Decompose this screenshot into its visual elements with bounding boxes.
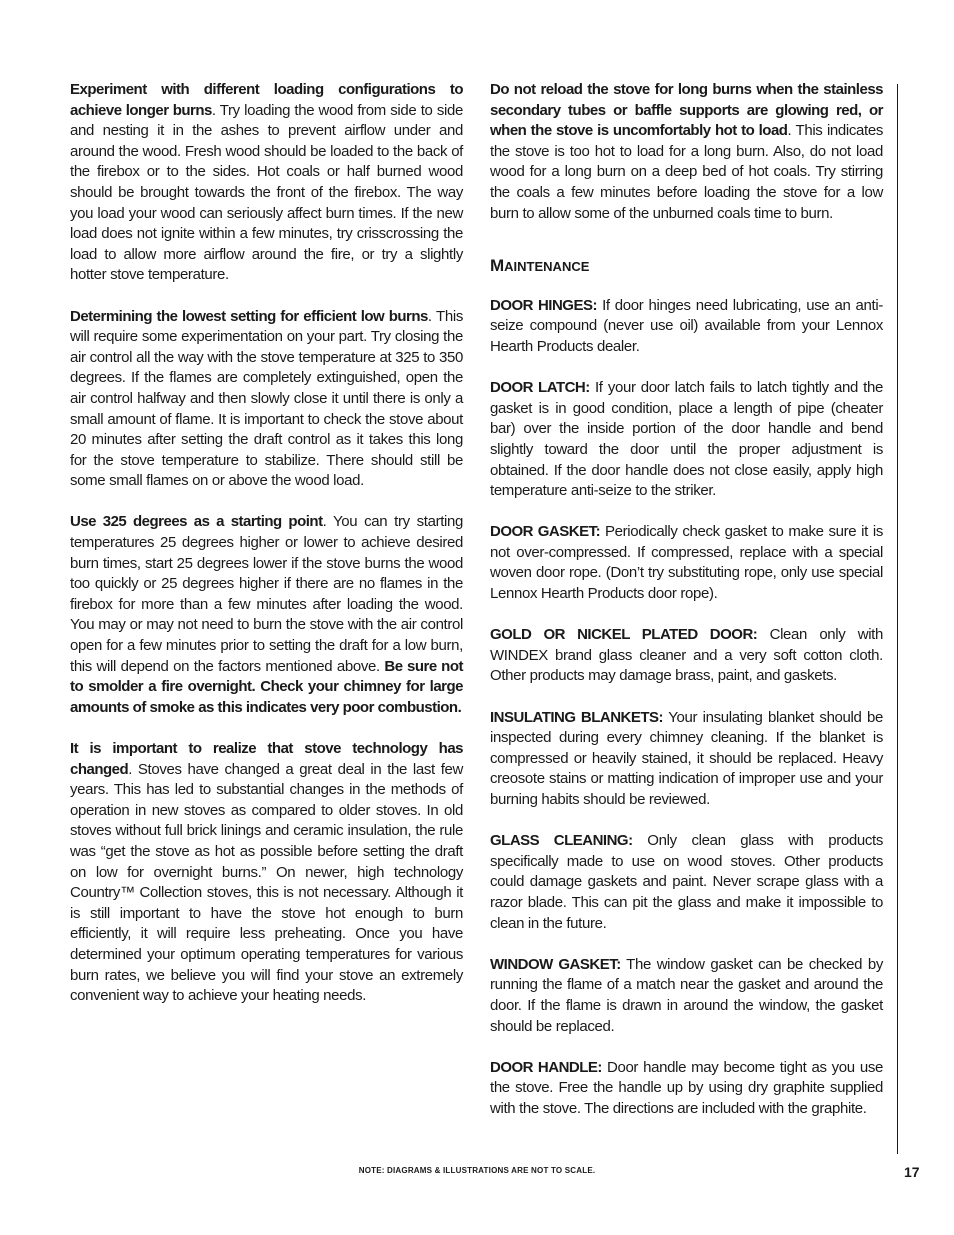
- paragraph-warning: Be sure not to smolder a fire overnight. Check your chimney for large amounts of smoke as this indicates very poor combustion.: [70, 657, 463, 716]
- item-label: DOOR GASKET:: [490, 523, 601, 541]
- heading-rest: AINTENANCE: [504, 259, 590, 275]
- item-body: Only clean glass with products specifically made to use on wood stoves. Other products could damage gaskets and paint. Never scrape glass with a razor blade. This can pit the glass and make it impossible to clean in the future.: [490, 832, 883, 932]
- paragraph-stove-technology: [70, 739, 463, 1007]
- paragraph-do-not-reload: [490, 80, 883, 224]
- maintenance-door-hinges: [490, 296, 883, 358]
- maintenance-door-gasket: [490, 522, 883, 604]
- item-body: Door handle may become tight as you use the stove. Free the handle up by using dry graphite supplied with the stove. The directions are included with the graphite.: [490, 1058, 883, 1117]
- item-label: GLASS CLEANING:: [490, 832, 633, 850]
- paragraph-body: . Try loading the wood from side to side and nesting it in the ashes to prevent airflow under and around the wood. Fresh wood should be loaded to the back of the firebox or to the sides. Hot coals or half burned wood should be brought towards the front of the firebox. The way you load your wood can seriously affect burn times. If the new load does not ignite within a few minutes, try crisscrossing the load to allow more airflow around the fire, or try a slightly hotter stove temperature.: [70, 101, 463, 284]
- item-body: Clean only with WINDEX brand glass cleaner and a very soft cotton cloth. Other products may damage brass, paint, and gaskets.: [490, 626, 883, 685]
- item-label: DOOR HINGES:: [490, 296, 597, 314]
- item-label: GOLD OR NICKEL PLATED DOOR:: [490, 626, 758, 644]
- item-label: WINDOW GASKET:: [490, 955, 621, 973]
- heading-initial: M: [490, 256, 505, 276]
- item-body: If your door latch fails to latch tightly and the gasket is in good condition, place a length of pipe (cheater bar) over the inside portion of the door handle and bend slightly toward the door until the proper adjustment is obtained. If the door handle does not close easily, apply high temperature anti-seize to the striker.: [490, 379, 883, 500]
- paragraph-lead: It is important to realize that stove technology has changed: [70, 740, 463, 778]
- maintenance-plated-door: [490, 625, 883, 687]
- paragraph-body: . This indicates the stove is too hot to load for a long burn. Also, do not load wood for a long burn on a deep bed of hot coals. Try stirring the coals a few minutes before loading the stove for a low burn to allow some of the unburned coals time to burn.: [490, 122, 884, 222]
- page-number: 17: [904, 1164, 920, 1180]
- maintenance-glass-cleaning: [490, 831, 883, 934]
- maintenance-insulating-blankets: [490, 708, 883, 811]
- paragraph-lead: Do not reload the stove for long burns when the stainless secondary tubes or baffle supports are glowing red, or when the stove is uncomfortably hot to load: [490, 81, 883, 140]
- margin-rule: [897, 84, 898, 1154]
- maintenance-door-latch: [490, 378, 883, 502]
- paragraph-body: . You can try starting temperatures 25 degrees higher or lower to achieve desired burn times, start 25 degrees lower if the stove burns the wood too quickly or 25 degrees higher if there are no flames in the firebox for more than a few minutes after loading the wood. You may or may not need to burn the stove with the air control open for a few minutes prior to setting the draft for a low burn, this will depend on the factors mentioned above.: [70, 513, 464, 675]
- right-column: [490, 80, 883, 1140]
- paragraph-lead: Use 325 degrees as a starting point: [70, 513, 323, 531]
- item-body: The window gasket can be checked by running the flame of a match near the gasket and around the door. If the flame is drawn in around the window, the gasket should be replaced.: [490, 955, 883, 1035]
- item-label: DOOR LATCH:: [490, 379, 590, 397]
- paragraph-lead: Determining the lowest setting for efficient low burns: [70, 307, 428, 325]
- paragraph-lowest-setting: [70, 307, 463, 492]
- item-label: DOOR HANDLE:: [490, 1058, 602, 1076]
- item-body: Your insulating blanket should be inspected during every chimney cleaning. If the blanket is compressed or heavily stained, it should be replaced. Heavy creosote stains or matting indication of improper use and your burning habits should be reviewed.: [490, 708, 883, 808]
- maintenance-door-handle: [490, 1058, 883, 1120]
- left-column: [70, 80, 463, 1027]
- item-body: If door hinges need lubricating, use an anti-seize compound (never use oil) available from your Lennox Hearth Products dealer.: [490, 296, 883, 355]
- item-body: Periodically check gasket to make sure it is not over-compressed. If compressed, replace with a special woven door rope. (Don’t try substituting rope, only use special Lennox Hearth Products door rope).: [490, 523, 883, 603]
- maintenance-window-gasket: [490, 955, 883, 1037]
- paragraph-lead: Experiment with different loading configurations to achieve longer burns: [70, 81, 463, 119]
- paragraph-starting-point: [70, 512, 463, 718]
- paragraph-body: . This will require some experimentation on your part. Try closing the air control all the way with the stove temperature at 325 to 350 degrees. If the flames are completely extinguished, open the air control halfway and then slowly close it until there is only a small amount of flame. It is important to check the stove about 20 minutes after setting the draft control as it takes this long for the stove temperature to stabilize. There should still be some small flames on or above the wood load.: [70, 307, 463, 490]
- item-label: INSULATING BLANKETS:: [490, 708, 664, 726]
- paragraph-body: . Stoves have changed a great deal in the last few years. This has led to substantial changes in the methods of operation in new stoves as compared to older stoves. In old stoves without full brick linings and ceramic insulation, the rule was “get the stove as hot as possible before setting the draft on low for overnight burns.” On newer, high technology Country™ Collection stoves, this is not necessary. Although it is still important to have the stove hot enough to burn efficiently, it will require less preheating. Once you have determined your optimum operating temperatures for various burn rates, we believe you will find your stove an extremely convenient way to achieve your heating needs.: [70, 760, 463, 1005]
- paragraph-loading-configurations: [70, 80, 463, 286]
- footer-note: NOTE: DIAGRAMS & ILLUSTRATIONS ARE NOT TO SCALE.: [358, 1166, 596, 1175]
- maintenance-heading: [490, 256, 883, 278]
